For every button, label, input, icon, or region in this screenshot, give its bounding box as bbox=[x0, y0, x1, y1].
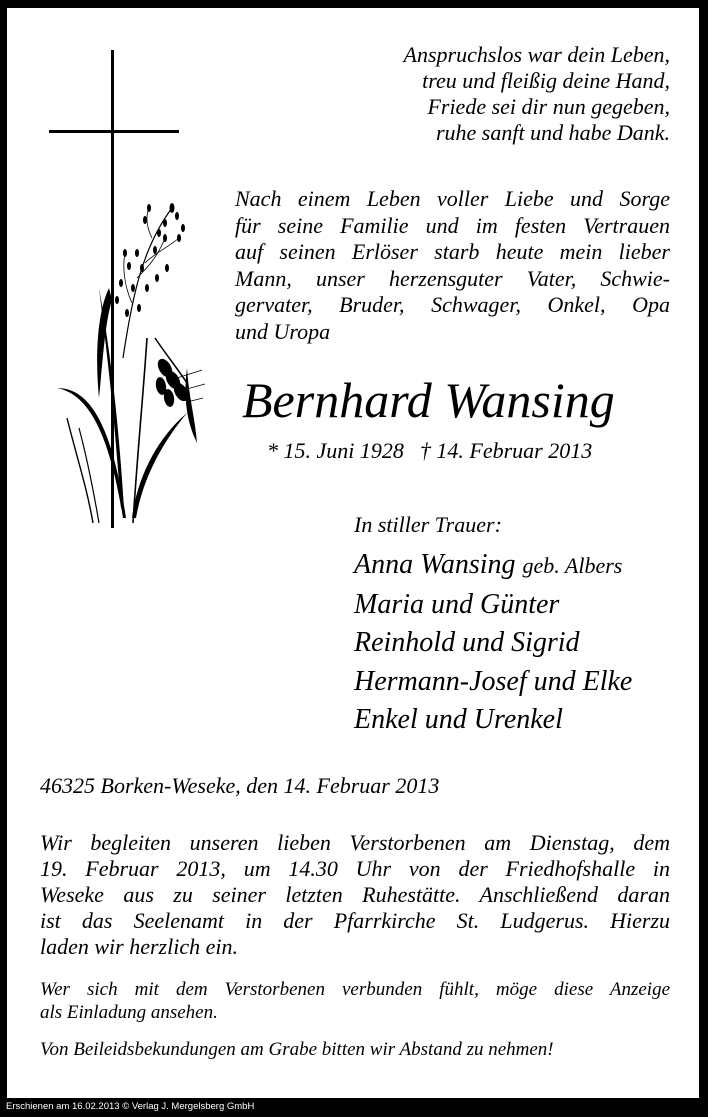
intro-line: gervater, Bruder, Schwager, Onkel, Opa bbox=[235, 292, 670, 317]
place-and-date: 46325 Borken-Weseke, den 14. Februar 2013 bbox=[40, 773, 440, 798]
invitation-text bbox=[40, 978, 670, 1024]
mourners-list bbox=[354, 546, 632, 740]
service-line: laden wir herzlich ein. bbox=[40, 934, 238, 959]
funeral-service-text bbox=[40, 830, 670, 960]
mourner-entry: Reinhold und Sigrid bbox=[354, 627, 580, 658]
condolence-note: Von Beileidsbekundungen am Grabe bitten wir Abstand zu nehmen! bbox=[40, 1039, 554, 1060]
mourner-entry: Hermann-Josef und Elke bbox=[354, 665, 633, 697]
cross-with-grass-icon bbox=[37, 38, 207, 528]
service-line: ist das Seelenamt in der Pfarrkirche St. Ludgerus. Hierzu bbox=[40, 908, 670, 933]
motto-line: Anspruchslos war dein Leben, bbox=[403, 42, 670, 67]
mourner-entry: Enkel und Urenkel bbox=[354, 704, 563, 735]
service-line: Wir begleiten unseren lieben Verstorbenen am Dienstag, dem bbox=[40, 830, 670, 855]
life-dates bbox=[267, 437, 592, 465]
motto-line: treu und fleißig deine Hand, bbox=[422, 68, 670, 93]
publication-footer: Erschienen am 16.02.2013 © Verlag J. Mergelsberg GmbH bbox=[6, 1101, 255, 1112]
motto-verse bbox=[404, 42, 670, 146]
birth-date: * 15. Juni 1928 bbox=[267, 438, 404, 463]
deceased-name: Bernhard Wansing bbox=[242, 372, 615, 428]
motto-line: Friede sei dir nun gegeben, bbox=[427, 94, 670, 119]
intro-line: für seine Familie und im festen Vertrauen bbox=[235, 212, 670, 238]
mourner-widow bbox=[354, 546, 632, 586]
death-date: † 14. Februar 2013 bbox=[419, 438, 593, 463]
mourners-title: In stiller Trauer: bbox=[354, 512, 502, 537]
motto-line: ruhe sanft und habe Dank. bbox=[435, 120, 670, 145]
widow-name: Anna Wansing bbox=[354, 549, 516, 580]
mourner-entry: Maria und Günter bbox=[354, 588, 560, 620]
invitation-line: als Einladung ansehen. bbox=[40, 1002, 218, 1023]
intro-line: Nach einem Leben voller Liebe und Sorge bbox=[235, 186, 670, 211]
invitation-line: Wer sich mit dem Verstorbenen verbunden fühlt, möge diese Anzeige bbox=[40, 979, 670, 1000]
intro-line: und Uropa bbox=[235, 318, 331, 344]
intro-line: Mann, unser herzensguter Vater, Schwie- bbox=[235, 265, 670, 291]
intro-line: auf seinen Erlöser starb heute mein lieber bbox=[235, 239, 670, 264]
service-line: 19. Februar 2013, um 14.30 Uhr von der Friedhofshalle in bbox=[40, 856, 670, 881]
obituary-notice bbox=[7, 8, 699, 1098]
service-line: Weseke aus zu seiner letzten Ruhestätte. Anschließend daran bbox=[40, 882, 670, 907]
widow-maiden-name: geb. Albers bbox=[522, 553, 623, 578]
intro-text bbox=[235, 186, 670, 345]
